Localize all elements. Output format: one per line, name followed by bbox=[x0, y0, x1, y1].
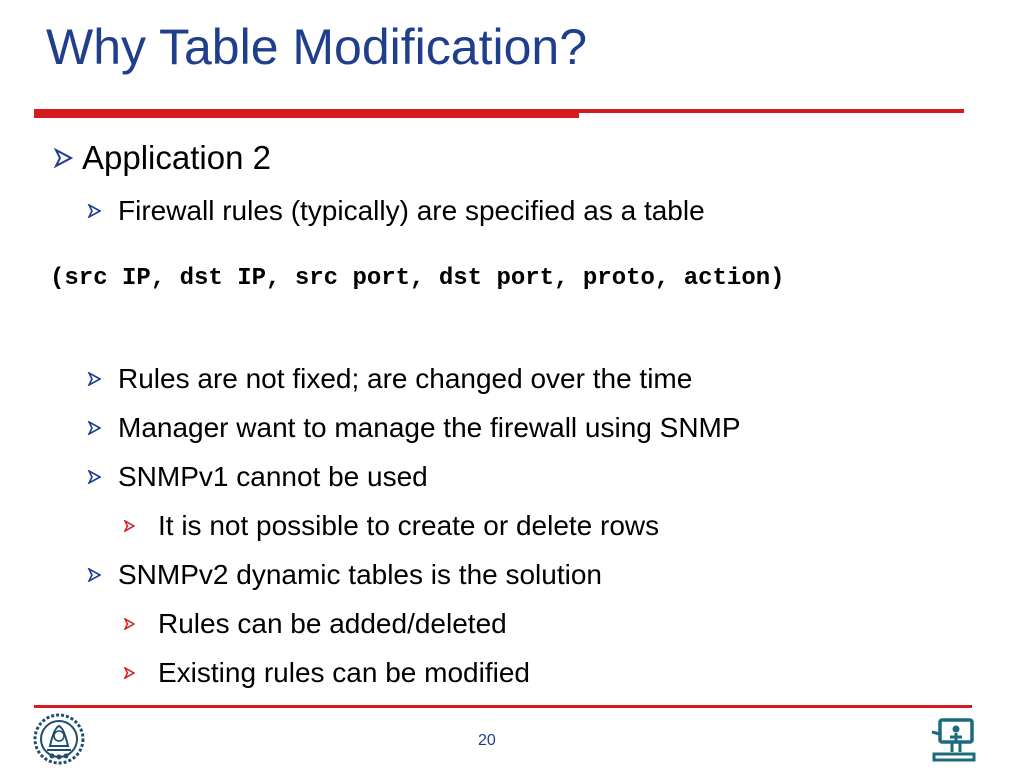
chevron-arrow-icon bbox=[86, 567, 102, 583]
chevron-arrow-icon bbox=[52, 147, 74, 169]
bullet-text: Existing rules can be modified bbox=[158, 657, 530, 688]
chevron-arrow-icon bbox=[86, 469, 102, 485]
computer-engineering-logo bbox=[928, 712, 980, 764]
bullet-level2 bbox=[86, 559, 602, 591]
bullet-text: Firewall rules (typically) are specified as a table bbox=[118, 195, 705, 226]
bullet-text: Rules can be added/deleted bbox=[158, 608, 507, 639]
bullet-text: Manager want to manage the firewall using SNMP bbox=[118, 412, 741, 443]
slide-title: Why Table Modification? bbox=[46, 19, 588, 75]
bullet-text: SNMPv1 cannot be used bbox=[118, 461, 428, 492]
bullet-level3 bbox=[122, 657, 530, 689]
bullet-level2 bbox=[86, 461, 428, 493]
bullet-level2 bbox=[86, 195, 705, 227]
bullet-text: Rules are not fixed; are changed over the time bbox=[118, 363, 693, 394]
chevron-arrow-icon bbox=[122, 666, 136, 680]
chevron-arrow-icon bbox=[86, 420, 102, 436]
bullet-level3 bbox=[122, 608, 507, 640]
university-seal-logo bbox=[32, 712, 86, 766]
chevron-arrow-icon bbox=[122, 617, 136, 631]
footer-divider bbox=[34, 705, 972, 708]
code-tuple: (src IP, dst IP, src port, dst port, proto, action) bbox=[50, 265, 785, 292]
page-number: 20 bbox=[478, 732, 496, 749]
bullet-text: SNMPv2 dynamic tables is the solution bbox=[118, 559, 602, 590]
chevron-arrow-icon bbox=[86, 203, 102, 219]
bullet-level3 bbox=[122, 510, 659, 542]
bullet-level1 bbox=[52, 139, 271, 177]
bullet-level2 bbox=[86, 363, 692, 395]
title-underline-extension bbox=[34, 109, 964, 113]
chevron-arrow-icon bbox=[86, 371, 102, 387]
chevron-arrow-icon bbox=[122, 519, 136, 533]
bullet-level2 bbox=[86, 412, 741, 444]
bullet-text: Application 2 bbox=[82, 139, 271, 176]
bullet-text: It is not possible to create or delete rows bbox=[158, 510, 660, 541]
